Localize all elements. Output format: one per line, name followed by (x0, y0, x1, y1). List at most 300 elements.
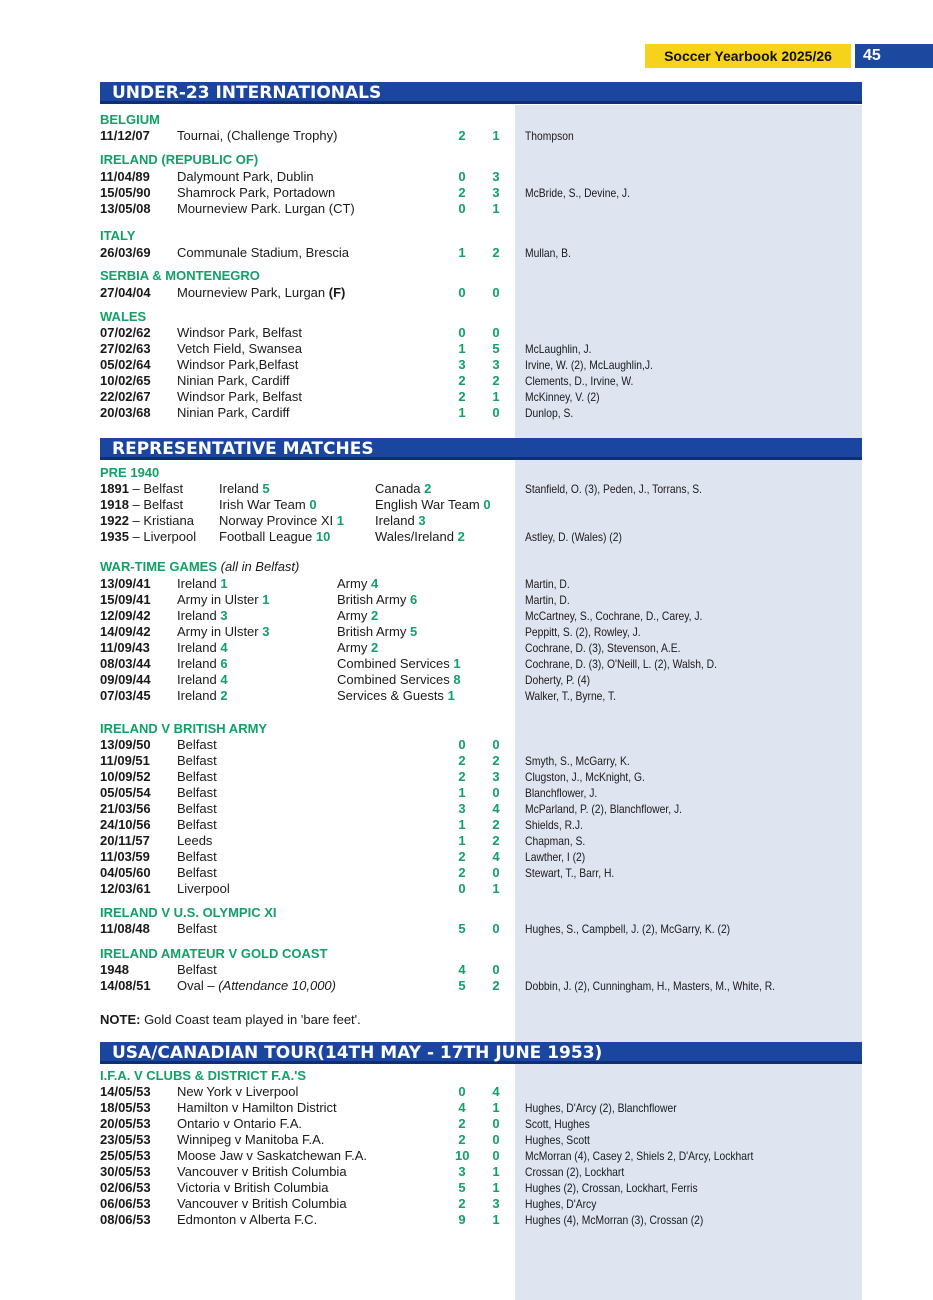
venue-text: Leeds (177, 833, 213, 848)
score-home: 0 (458, 169, 466, 184)
away-goals: 0 (483, 497, 491, 512)
match-venue (177, 1132, 324, 1148)
score-away: 1 (492, 128, 500, 143)
category-heading: PRE 1940 (100, 465, 160, 480)
goal-scorers: Irvine, W. (2), McLaughlin,J. (525, 358, 653, 372)
match-year-place (100, 497, 183, 513)
venue-text: Belfast (177, 865, 217, 880)
match-date: 14/08/51 (100, 978, 151, 993)
match-date: 22/02/67 (100, 389, 151, 404)
goal-scorers: Hughes, D'Arcy (2), Blanchflower (525, 1101, 677, 1115)
goal-scorers: Clements, D., Irvine, W. (525, 374, 634, 388)
score-away: 1 (492, 1164, 500, 1179)
goal-scorers: Martin, D. (525, 593, 570, 607)
match-venue (177, 1116, 302, 1132)
score-away: 4 (492, 849, 500, 864)
match-place: – Belfast (128, 497, 184, 512)
match-year: 1935 (100, 529, 129, 544)
away-team (337, 576, 378, 592)
away-team-name: English War Team (375, 497, 480, 512)
goal-scorers: Dobbin, J. (2), Cunningham, H., Masters, M., White, R. (525, 979, 776, 993)
match-row (0, 921, 933, 937)
match-date: 08/03/44 (100, 656, 151, 671)
venue-text: Vetch Field, Swansea (177, 341, 303, 356)
away-team-name: Army (337, 608, 368, 623)
score-home: 2 (458, 1132, 466, 1147)
match-row (0, 185, 933, 201)
match-venue (177, 962, 217, 978)
score-home: 2 (458, 865, 466, 880)
home-team-name: Irish War Team (219, 497, 306, 512)
match-date: 13/05/08 (100, 201, 151, 216)
match-row (0, 373, 933, 389)
match-venue (177, 1180, 328, 1196)
match-venue (177, 801, 217, 817)
home-team (177, 624, 269, 640)
home-team-name: Ireland (177, 688, 217, 703)
home-goals: 1 (262, 592, 270, 607)
match-date: 11/09/43 (100, 640, 150, 655)
goal-scorers: Blanchflower, J. (525, 786, 598, 800)
away-goals: 2 (370, 640, 379, 655)
match-row (0, 1116, 933, 1132)
away-team (337, 624, 417, 640)
score-home: 2 (458, 373, 466, 388)
home-team-name: Army in Ulster (177, 592, 259, 607)
match-venue (177, 1212, 317, 1228)
match-row (0, 656, 933, 672)
category-heading-row (0, 112, 933, 128)
venue-text: Winnipeg v Manitoba F.A. (177, 1132, 325, 1147)
goal-scorers: Chapman, S. (525, 834, 586, 848)
match-year-place (100, 481, 183, 497)
score-home: 0 (458, 881, 466, 896)
venue-text: Ninian Park, Cardiff (177, 373, 290, 388)
match-date: 11/04/89 (100, 169, 150, 184)
score-home: 1 (458, 341, 466, 356)
goal-scorers: McBride, S., Devine, J. (525, 186, 630, 200)
goal-scorers: Hughes (4), McMorran (3), Crossan (2) (525, 1213, 704, 1227)
away-team (337, 608, 378, 624)
match-year: 1922 (100, 513, 129, 528)
match-date: 25/05/53 (100, 1148, 151, 1163)
match-venue (177, 921, 217, 937)
category-heading-row (0, 152, 933, 168)
match-row (0, 201, 933, 217)
match-date: 30/05/53 (100, 1164, 151, 1179)
venue-text: Victoria v British Columbia (177, 1180, 329, 1195)
score-away: 1 (492, 1100, 500, 1115)
score-away: 3 (492, 1196, 500, 1211)
score-home: 2 (458, 1116, 466, 1131)
match-row (0, 169, 933, 185)
match-venue (177, 881, 230, 897)
goal-scorers: Crossan (2), Lockhart (525, 1165, 625, 1179)
venue-note: (Attendance 10,000) (218, 978, 336, 993)
home-team-name: Norway Province XI (219, 513, 334, 528)
home-team (177, 688, 228, 704)
match-venue (177, 817, 217, 833)
away-goals: 5 (409, 624, 418, 639)
match-row (0, 608, 933, 624)
goal-scorers: Shields, R.J. (525, 818, 583, 832)
score-away: 1 (492, 881, 500, 896)
match-date: 23/05/53 (100, 1132, 151, 1147)
match-row (0, 1100, 933, 1116)
score-away: 1 (492, 1180, 500, 1195)
match-row (0, 325, 933, 341)
goal-scorers: McCartney, S., Cochrane, D., Carey, J. (525, 609, 703, 623)
match-date: 04/05/60 (100, 865, 151, 880)
score-away: 0 (492, 405, 500, 420)
venue-text: Moose Jaw v Saskatchewan F.A. (177, 1148, 368, 1163)
away-team-name: Army (337, 640, 368, 655)
home-team-name: Ireland (219, 481, 259, 496)
match-row (0, 513, 933, 529)
match-row (0, 833, 933, 849)
match-venue (177, 1084, 298, 1100)
score-away: 0 (492, 785, 500, 800)
match-row (0, 624, 933, 640)
score-home: 1 (458, 833, 466, 848)
away-team (375, 481, 431, 497)
match-row (0, 1148, 933, 1164)
goal-scorers: Lawther, I (2) (525, 850, 586, 864)
goal-scorers: Walker, T., Byrne, T. (525, 689, 617, 703)
category-heading: I.F.A. V CLUBS & DISTRICT F.A.'S (100, 1068, 307, 1083)
goal-scorers: Hughes, D'Arcy (525, 1197, 597, 1211)
score-home: 0 (458, 201, 466, 216)
score-home: 9 (458, 1212, 466, 1227)
match-row (0, 978, 933, 994)
away-team (375, 513, 426, 529)
match-date: 05/05/54 (100, 785, 151, 800)
match-venue (177, 405, 289, 421)
category-heading-with-note (100, 559, 299, 575)
score-home: 3 (458, 801, 466, 816)
match-venue (177, 389, 302, 405)
match-row (0, 769, 933, 785)
match-date: 12/03/61 (100, 881, 151, 896)
match-row (0, 389, 933, 405)
venue-text: Belfast (177, 769, 217, 784)
category-note: (all in Belfast) (220, 559, 300, 574)
score-home: 2 (458, 753, 466, 768)
match-date: 27/04/04 (100, 285, 151, 300)
yearbook-title: Soccer Yearbook 2025/26 (645, 44, 851, 68)
score-home: 2 (458, 185, 466, 200)
venue-text: Mourneview Park, Lurgan (177, 285, 326, 300)
match-date: 24/10/56 (100, 817, 151, 832)
home-team (177, 592, 269, 608)
category-heading: ITALY (100, 228, 136, 243)
goal-scorers: Clugston, J., McKnight, G. (525, 770, 645, 784)
goal-scorers: Cochrane, D. (3), O'Neill, L. (2), Walsh, D. (525, 657, 717, 671)
match-venue (177, 245, 349, 261)
match-row (0, 497, 933, 513)
match-venue (177, 833, 212, 849)
match-row (0, 737, 933, 753)
venue-text: Shamrock Park, Portadown (177, 185, 336, 200)
match-date: 10/02/65 (100, 373, 151, 388)
goal-scorers: Doherty, P. (4) (525, 673, 591, 687)
home-goals: 0 (309, 497, 317, 512)
score-away: 2 (492, 833, 500, 848)
away-goals: 8 (453, 672, 461, 687)
match-date: 07/03/45 (100, 688, 151, 703)
home-team (219, 481, 270, 497)
goal-scorers: Stanfield, O. (3), Peden, J., Torrans, S. (525, 482, 703, 496)
score-away: 2 (492, 373, 500, 388)
away-team-name: Combined Services (337, 672, 450, 687)
category-heading: SERBIA & MONTENEGRO (100, 268, 260, 283)
home-team (177, 672, 228, 688)
score-away: 3 (492, 185, 500, 200)
venue-text: Belfast (177, 962, 217, 977)
score-away: 0 (492, 921, 500, 936)
home-team-name: Ireland (177, 640, 217, 655)
home-team (219, 529, 330, 545)
score-home: 2 (458, 849, 466, 864)
match-venue (177, 169, 314, 185)
goal-scorers: Hughes, Scott (525, 1133, 590, 1147)
match-venue (177, 373, 289, 389)
venue-text: Vancouver v British Columbia (177, 1196, 347, 1211)
category-heading-row (0, 309, 933, 325)
goal-scorers: Martin, D. (525, 577, 570, 591)
match-row (0, 1084, 933, 1100)
footnote (100, 1012, 361, 1027)
match-year-place (100, 529, 196, 545)
venue-text: Edmonton v Alberta F.C. (177, 1212, 318, 1227)
match-year: 1918 (100, 497, 129, 512)
goal-scorers: Astley, D. (Wales) (2) (525, 530, 622, 544)
category-heading-row (0, 905, 933, 921)
score-away: 3 (492, 169, 500, 184)
match-row (0, 405, 933, 421)
score-away: 0 (492, 1132, 500, 1147)
match-row (0, 1180, 933, 1196)
home-goals: 2 (220, 688, 228, 703)
home-goals: 10 (315, 529, 331, 544)
match-row (0, 1164, 933, 1180)
match-venue (177, 865, 217, 881)
score-home: 2 (458, 128, 466, 143)
score-home: 2 (458, 1196, 466, 1211)
match-date: 09/09/44 (100, 672, 151, 687)
venue-text: Ninian Park, Cardiff (177, 405, 290, 420)
match-venue (177, 769, 217, 785)
away-goals: 2 (457, 529, 465, 544)
section-banner-tour: USA/CANADIAN TOUR(14TH MAY - 17TH JUNE 1953) (100, 1042, 862, 1064)
match-venue (177, 285, 345, 301)
match-row (0, 801, 933, 817)
venue-text: Belfast (177, 737, 217, 752)
match-date: 12/09/42 (100, 608, 151, 623)
away-goals: 1 (453, 656, 461, 671)
venue-text: Belfast (177, 817, 217, 832)
score-away: 2 (492, 817, 500, 832)
match-venue (177, 201, 355, 217)
score-away: 0 (492, 962, 500, 977)
home-team-name: Army in Ulster (177, 624, 259, 639)
score-home: 3 (458, 1164, 466, 1179)
away-goals: 2 (370, 608, 379, 623)
venue-text: Windsor Park, Belfast (177, 389, 302, 404)
match-date: 02/06/53 (100, 1180, 151, 1195)
match-date: 11/03/59 (100, 849, 150, 864)
category-heading-row (0, 268, 933, 284)
away-team-name: Wales/Ireland (375, 529, 454, 544)
venue-text: Belfast (177, 753, 217, 768)
match-row (0, 962, 933, 978)
match-row (0, 128, 933, 144)
match-date: 11/08/48 (100, 921, 150, 936)
away-team (337, 672, 461, 688)
footnote-text: Gold Coast team played in 'bare feet'. (140, 1012, 361, 1027)
match-row (0, 592, 933, 608)
score-home: 2 (458, 769, 466, 784)
match-row (0, 785, 933, 801)
away-goals: 6 (409, 592, 418, 607)
goal-scorers: Mullan, B. (525, 246, 571, 260)
match-venue (177, 737, 217, 753)
score-home: 1 (458, 405, 466, 420)
score-home: 1 (458, 785, 466, 800)
home-team-name: Ireland (177, 656, 217, 671)
score-home: 5 (458, 1180, 466, 1195)
home-goals: 1 (336, 513, 345, 528)
venue-text: Ontario v Ontario F.A. (177, 1116, 302, 1131)
category-heading-row (0, 946, 933, 962)
venue-suffix: (F) (328, 285, 346, 300)
score-home: 1 (458, 817, 466, 832)
match-venue (177, 753, 217, 769)
venue-text: Tournai, (Challenge Trophy) (177, 128, 338, 143)
match-year-place (100, 513, 194, 529)
category-heading: WALES (100, 309, 147, 324)
home-goals: 1 (220, 576, 228, 591)
goal-scorers: McParland, P. (2), Blanchflower, J. (525, 802, 682, 816)
match-venue (177, 341, 302, 357)
category-heading-row (0, 1068, 933, 1084)
match-row (0, 817, 933, 833)
match-venue (177, 849, 217, 865)
goal-scorers: Hughes, S., Campbell, J. (2), McGarry, K. (2) (525, 922, 731, 936)
away-goals: 4 (370, 576, 379, 591)
section-banner-u23: UNDER-23 INTERNATIONALS (100, 82, 862, 104)
footnote-label: NOTE: (100, 1012, 141, 1027)
match-row (0, 341, 933, 357)
venue-text: Belfast (177, 801, 217, 816)
match-date: 20/03/68 (100, 405, 151, 420)
score-away: 4 (492, 801, 500, 816)
venue-text: Liverpool (177, 881, 230, 896)
score-away: 0 (492, 285, 500, 300)
match-date: 07/02/62 (100, 325, 151, 340)
score-home: 10 (455, 1148, 470, 1163)
score-home: 5 (458, 978, 466, 993)
home-team-name: Ireland (177, 576, 217, 591)
match-date: 13/09/50 (100, 737, 151, 752)
home-goals: 5 (262, 481, 270, 496)
score-away: 3 (492, 769, 500, 784)
score-away: 2 (492, 753, 500, 768)
category-heading: IRELAND (REPUBLIC OF) (100, 152, 259, 167)
venue-text: Hamilton v Hamilton District (177, 1100, 337, 1115)
match-date: 14/09/42 (100, 624, 151, 639)
category-heading: IRELAND V U.S. OLYMPIC XI (100, 905, 277, 920)
home-goals: 6 (220, 656, 228, 671)
venue-text: New York v Liverpool (177, 1084, 299, 1099)
score-home: 0 (458, 285, 466, 300)
goal-scorers: McMorran (4), Casey 2, Shiels 2, D'Arcy, Lockhart (525, 1149, 754, 1163)
away-team (337, 688, 455, 704)
match-row (0, 865, 933, 881)
match-row (0, 688, 933, 704)
away-team-name: British Army (337, 592, 407, 607)
home-goals: 3 (220, 608, 228, 623)
match-date: 20/05/53 (100, 1116, 151, 1131)
category-heading-row (0, 228, 933, 244)
match-date: 20/11/57 (100, 833, 150, 848)
category-heading-row (0, 721, 933, 737)
home-goals: 3 (262, 624, 270, 639)
score-away: 0 (492, 865, 500, 880)
venue-text: Windsor Park,Belfast (177, 357, 299, 372)
match-row (0, 481, 933, 497)
goal-scorers: Stewart, T., Barr, H. (525, 866, 615, 880)
score-home: 0 (458, 1084, 466, 1099)
score-away: 0 (492, 737, 500, 752)
away-team-name: British Army (337, 624, 407, 639)
score-away: 5 (492, 341, 500, 356)
score-home: 3 (458, 357, 466, 372)
away-team-name: Army (337, 576, 368, 591)
venue-text: Communale Stadium, Brescia (177, 245, 349, 260)
match-venue (177, 978, 336, 994)
home-team (219, 513, 344, 529)
goal-scorers: Cochrane, D. (3), Stevenson, A.E. (525, 641, 681, 655)
away-team (337, 656, 461, 672)
match-date: 18/05/53 (100, 1100, 151, 1115)
category-heading-row (0, 465, 933, 481)
goal-scorers: Thompson (525, 129, 574, 143)
home-team (177, 656, 228, 672)
match-date: 10/09/52 (100, 769, 151, 784)
venue-text: Windsor Park, Belfast (177, 325, 302, 340)
score-home: 4 (458, 1100, 466, 1115)
category-heading: IRELAND AMATEUR V GOLD COAST (100, 946, 328, 961)
venue-text: Belfast (177, 785, 217, 800)
score-home: 0 (458, 325, 466, 340)
score-away: 0 (492, 1116, 500, 1131)
match-venue (177, 185, 335, 201)
match-row (0, 849, 933, 865)
match-venue (177, 357, 298, 373)
score-home: 2 (458, 389, 466, 404)
score-home: 1 (458, 245, 466, 260)
away-team (337, 592, 417, 608)
match-date: 21/03/56 (100, 801, 151, 816)
match-row (0, 1132, 933, 1148)
away-team-name: Combined Services (337, 656, 450, 671)
match-row (0, 672, 933, 688)
page-number: 45 (855, 44, 933, 68)
match-date: 11/09/51 (100, 753, 150, 768)
score-away: 0 (492, 1148, 500, 1163)
match-date: 1948 (100, 962, 129, 977)
